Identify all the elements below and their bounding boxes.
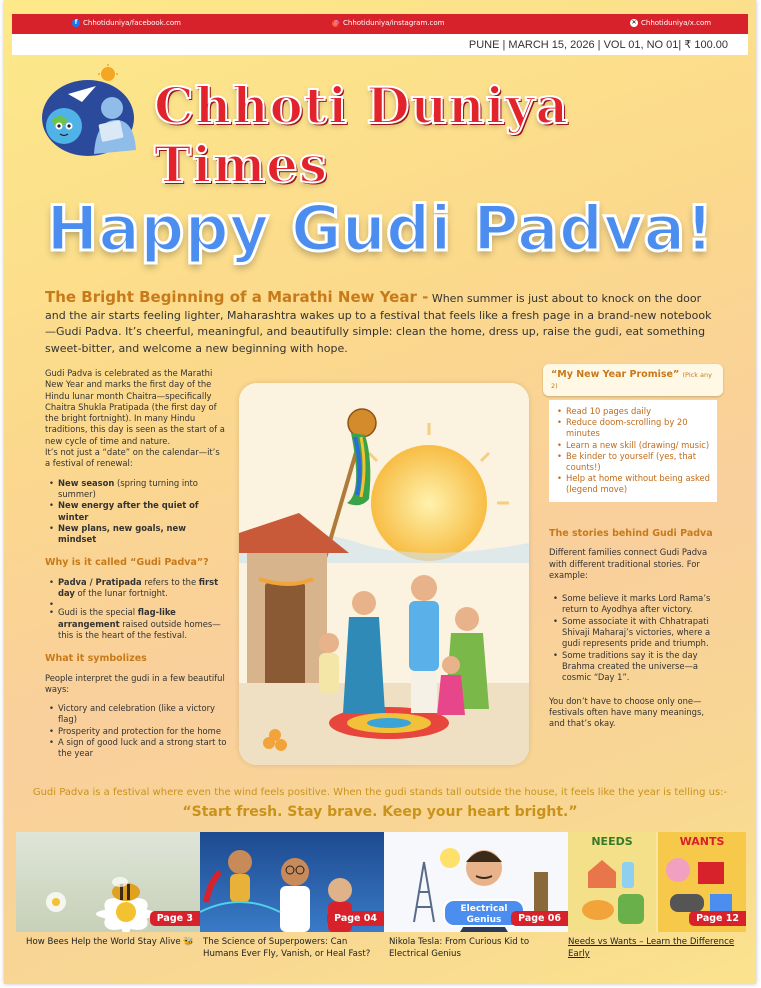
sun	[371, 445, 487, 561]
list-item: • Reduce doom-scrolling by 20 minutes	[553, 417, 713, 439]
list-item: • New season (spring turning into summer)	[45, 478, 227, 501]
wants-label: WANTS	[679, 835, 725, 848]
renewal-intro: It’s not just a “date” on the calendar—it’s a festival of renewal:	[45, 447, 220, 469]
article-thumb-superpowers[interactable]	[200, 832, 384, 932]
list-item: • Gudi is the special flag-like arrangement raised outside homes—this is the heart of the festival.	[45, 607, 227, 641]
list-item: • Learn a new skill (drawing/ music)	[553, 440, 713, 451]
festival-scene	[239, 383, 529, 765]
facebook-label: Chhotiduniya/facebook.com	[83, 19, 181, 27]
symbolizes-intro: People interpret the gudi in a few beautiful ways:	[45, 672, 225, 694]
stories-list	[549, 593, 721, 683]
intro-body: Gudi Padva is celebrated as the Marathi New Year and marks the first day of the Hindu lunar month Chaitra—specifically Chaitra Shukla Pratipada (the first day of the bright fortnight). In many Hindu traditions, this day is seen as the start of a new cycle of time and nature.	[45, 368, 225, 446]
article-caption-superpowers[interactable]: The Science of Superpowers: Can Humans Ever Fly, Vanish, or Heal Fast?	[203, 937, 371, 959]
list-item: • Victory and celebration (like a victory flag)	[45, 703, 227, 726]
list-item: • Some believe it marks Lord Rama’s return to Ayodhya after victory.	[549, 593, 721, 616]
page-badge: Page 04	[327, 911, 384, 926]
page-badge: Page 3	[150, 911, 200, 926]
article-thumb-tesla[interactable]	[384, 832, 568, 932]
x-icon: ✕	[631, 19, 637, 26]
list-item: • Read 10 pages daily	[553, 406, 713, 417]
facebook-icon: f	[72, 19, 80, 27]
list-item: • Help at home without being asked (legend move)	[553, 473, 713, 495]
instagram-link[interactable]	[332, 19, 444, 27]
why-heading: Why is it called “Gudi Padva”?	[45, 557, 209, 569]
promise-header	[543, 364, 723, 396]
new-year-promise-box	[543, 364, 723, 502]
list-item: • New plans, new goals, new mindset	[45, 523, 227, 546]
left-column	[45, 368, 227, 760]
list-item: • A sign of good luck and a strong start to the year	[45, 737, 227, 760]
stories-intro: Different families connect Gudi Padva with different traditional stories. For example:	[549, 547, 708, 580]
intro-paragraph	[45, 289, 721, 357]
intro-text: When summer is just about to knock on the door and the air starts feeling lighter, Maharashtra wakes up to a festival that feels like a fresh page in a brand-new notebook—Gudi Padva. It’s cheerful, meaningful, and beautifully simple: clean the home, dress up, raise the gudi, eat something sweet-bitter, and welcome a new beginning with hope.	[45, 292, 712, 355]
list-item: • Some traditions say it is the day Brahma created the universe—a cosmic “Day 1”.	[549, 650, 721, 684]
closing-quote: “Start fresh. Stay brave. Keep your heart bright.”	[182, 804, 578, 820]
thumb-label-line2: Genius	[466, 915, 502, 925]
facebook-link[interactable]	[72, 19, 181, 27]
masthead-title: Chhoti Duniya Times	[154, 76, 569, 194]
promise-note: (Pick any 2)	[551, 371, 712, 390]
social-bar	[12, 14, 748, 34]
chhoti-duniya-logo	[38, 64, 146, 160]
issue-info: PUNE | MARCH 15, 2026 | VOL 01, NO 01| ₹ 100.00	[12, 34, 748, 55]
list-item: • New energy after the quiet of winter	[45, 500, 227, 523]
list-item: • Prosperity and protection for the home	[45, 726, 227, 737]
symbolizes-list	[45, 703, 227, 759]
list-item: • Some associate it with Chhatrapati Shivaji Maharaj’s victories, where a gudi represents pride and triumph.	[549, 616, 721, 650]
stories-heading: The stories behind Gudi Padva	[549, 528, 713, 539]
gudi-pot	[348, 409, 376, 437]
list-item: • Be kinder to yourself (yes, that counts!)	[553, 451, 713, 473]
x-link[interactable]	[630, 19, 711, 27]
article-caption-tesla[interactable]: Nikola Tesla: From Curious Kid to Electrical Genius	[389, 937, 530, 959]
article-thumb-bees[interactable]	[16, 832, 200, 932]
article-caption-bees[interactable]: How Bees Help the World Stay Alive 🐝	[26, 937, 195, 947]
x-label: Chhotiduniya/x.com	[641, 19, 712, 27]
symbolizes-heading: What it symbolizes	[45, 653, 147, 665]
instagram-icon: ◎	[333, 19, 339, 26]
newspaper-page	[4, 0, 756, 984]
needs-label: NEEDS	[591, 835, 633, 848]
gudi-padva-illustration	[239, 383, 529, 765]
right-column	[549, 528, 721, 729]
promise-list-box	[549, 400, 717, 502]
article-caption-needs-wants[interactable]: Needs vs Wants – Learn the Difference Early	[568, 937, 735, 959]
article-thumb-needs-wants[interactable]	[568, 832, 746, 932]
why-list	[45, 577, 227, 641]
renewal-list	[45, 478, 227, 546]
intro-kicker: The Bright Beginning of a Marathi New Year -	[45, 288, 429, 306]
thumb-label-line1: Electrical	[460, 904, 508, 914]
promise-title: “My New Year Promise”	[551, 369, 680, 380]
page-badge: Page 12	[689, 911, 746, 926]
page-badge: Page 06	[511, 911, 568, 926]
promise-list	[553, 406, 713, 496]
stories-outro: You don’t have to choose only one—festivals often have many meanings, and that’s okay.	[549, 695, 705, 729]
list-item: • Padva / Pratipada refers to the first day of the lunar fortnight.	[45, 577, 227, 600]
headline: Happy Gudi Padva!	[46, 192, 714, 265]
closing-line: Gudi Padva is a festival where even the wind feels positive. When the gudi stands tall outside the house, it feels like the year is telling us:-	[32, 787, 728, 798]
spacer	[45, 599, 227, 607]
instagram-label: Chhotiduniya/instagram.com	[343, 19, 445, 27]
